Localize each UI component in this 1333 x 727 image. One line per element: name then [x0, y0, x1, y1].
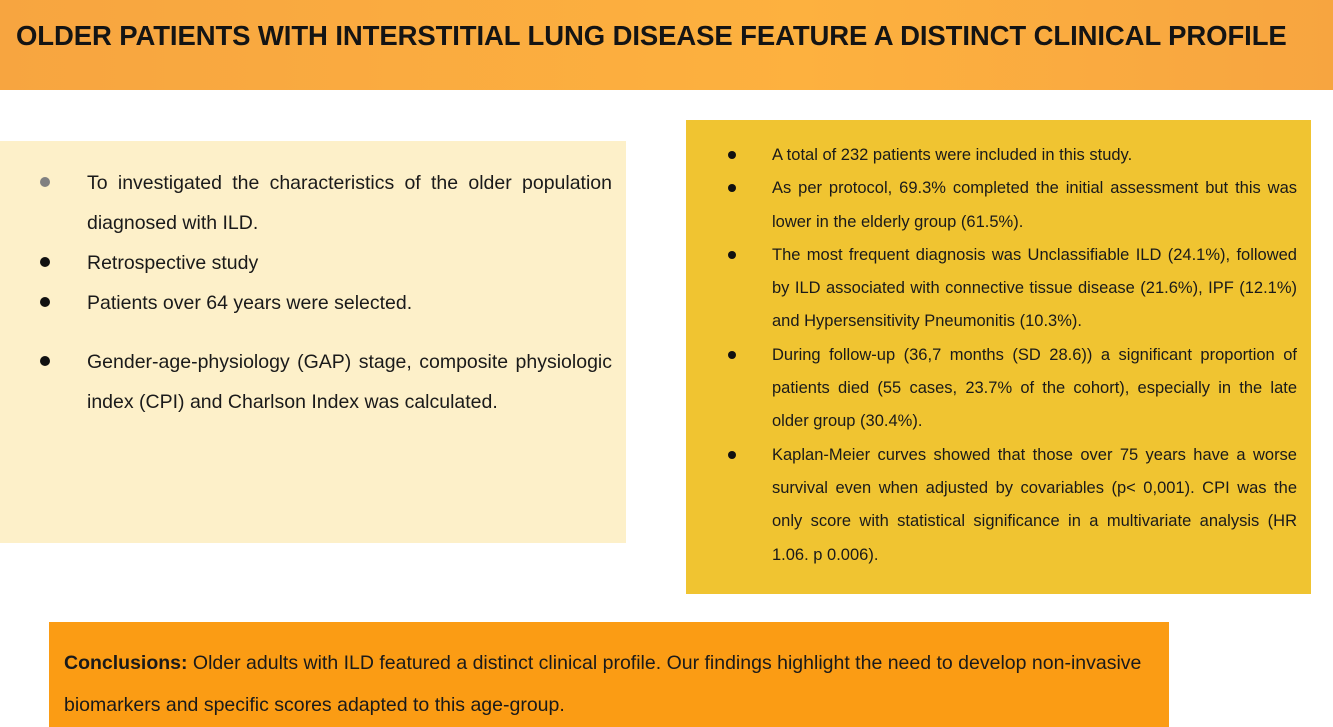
methods-item-selection: [0, 283, 626, 323]
results-item-text: As per protocol, 69.3% completed the initial assessment but this was lower in the elderly group (61.5%).: [772, 179, 1297, 231]
results-item-text: Kaplan-Meier curves showed that those over 75 years have a worse survival even when adjusted by covariables (p< 0,001). CPI was the only score with statistical significance in a multivariate analysis (HR 1.06. p 0.006).: [772, 445, 1297, 564]
conclusion-label: Conclusions:: [64, 652, 188, 674]
methods-item-text: Gender-age-physiology (GAP) stage, composite physiologic index (CPI) and Charlson Index was calculated.: [87, 351, 612, 413]
methods-list: [0, 163, 626, 422]
methods-panel: [0, 141, 626, 543]
bullet-dot-icon: [40, 297, 50, 307]
conclusion-paragraph: [64, 642, 1155, 726]
bullet-dot-icon: [728, 351, 736, 359]
results-item-diagnosis: [686, 239, 1311, 339]
page-title: OLDER PATIENTS WITH INTERSTITIAL LUNG DISEASE FEATURE A DISTINCT CLINICAL PROFILE: [16, 20, 1287, 51]
bullet-dot-icon: [728, 451, 736, 459]
bullet-dot-icon: [728, 251, 736, 259]
results-item-text: A total of 232 patients were included in this study.: [772, 146, 1133, 164]
results-item-survival: [686, 439, 1311, 572]
bullet-dot-icon: [40, 257, 50, 267]
title-banner: [0, 0, 1333, 90]
conclusion-box: [49, 622, 1169, 727]
results-list: [686, 139, 1311, 572]
results-panel: [686, 120, 1311, 594]
bullet-dot-icon: [728, 151, 736, 159]
results-item-followup: [686, 339, 1311, 439]
methods-item-text: Retrospective study: [87, 252, 259, 274]
bullet-dot-icon: [40, 356, 50, 366]
methods-item-text: Patients over 64 years were selected.: [87, 292, 413, 314]
methods-item-design: [0, 243, 626, 283]
bullet-dot-icon: [728, 184, 736, 192]
conclusion-text: Older adults with ILD featured a distinct clinical profile. Our findings highlight the need to develop non-invasive biomarkers and specific scores adapted to this age-group.: [64, 652, 1142, 716]
results-item-protocol: [686, 172, 1311, 239]
results-item-text: The most frequent diagnosis was Unclassifiable ILD (24.1%), followed by ILD associated with connective tissue disease (21.6%), IPF (12.1%) and Hypersensitivity Pneumonitis (10.3%).: [772, 245, 1297, 331]
methods-item-scores: [0, 342, 626, 422]
methods-item-aim: [0, 163, 626, 243]
results-item-text: During follow-up (36,7 months (SD 28.6)) a significant proportion of patients died (55 cases, 23.7% of the cohort), especially in the late older group (30.4%).: [772, 345, 1297, 431]
results-item-total: [686, 139, 1311, 172]
bullet-dot-icon: [40, 177, 50, 187]
methods-item-text: To investigated the characteristics of the older population diagnosed with ILD.: [87, 172, 612, 234]
